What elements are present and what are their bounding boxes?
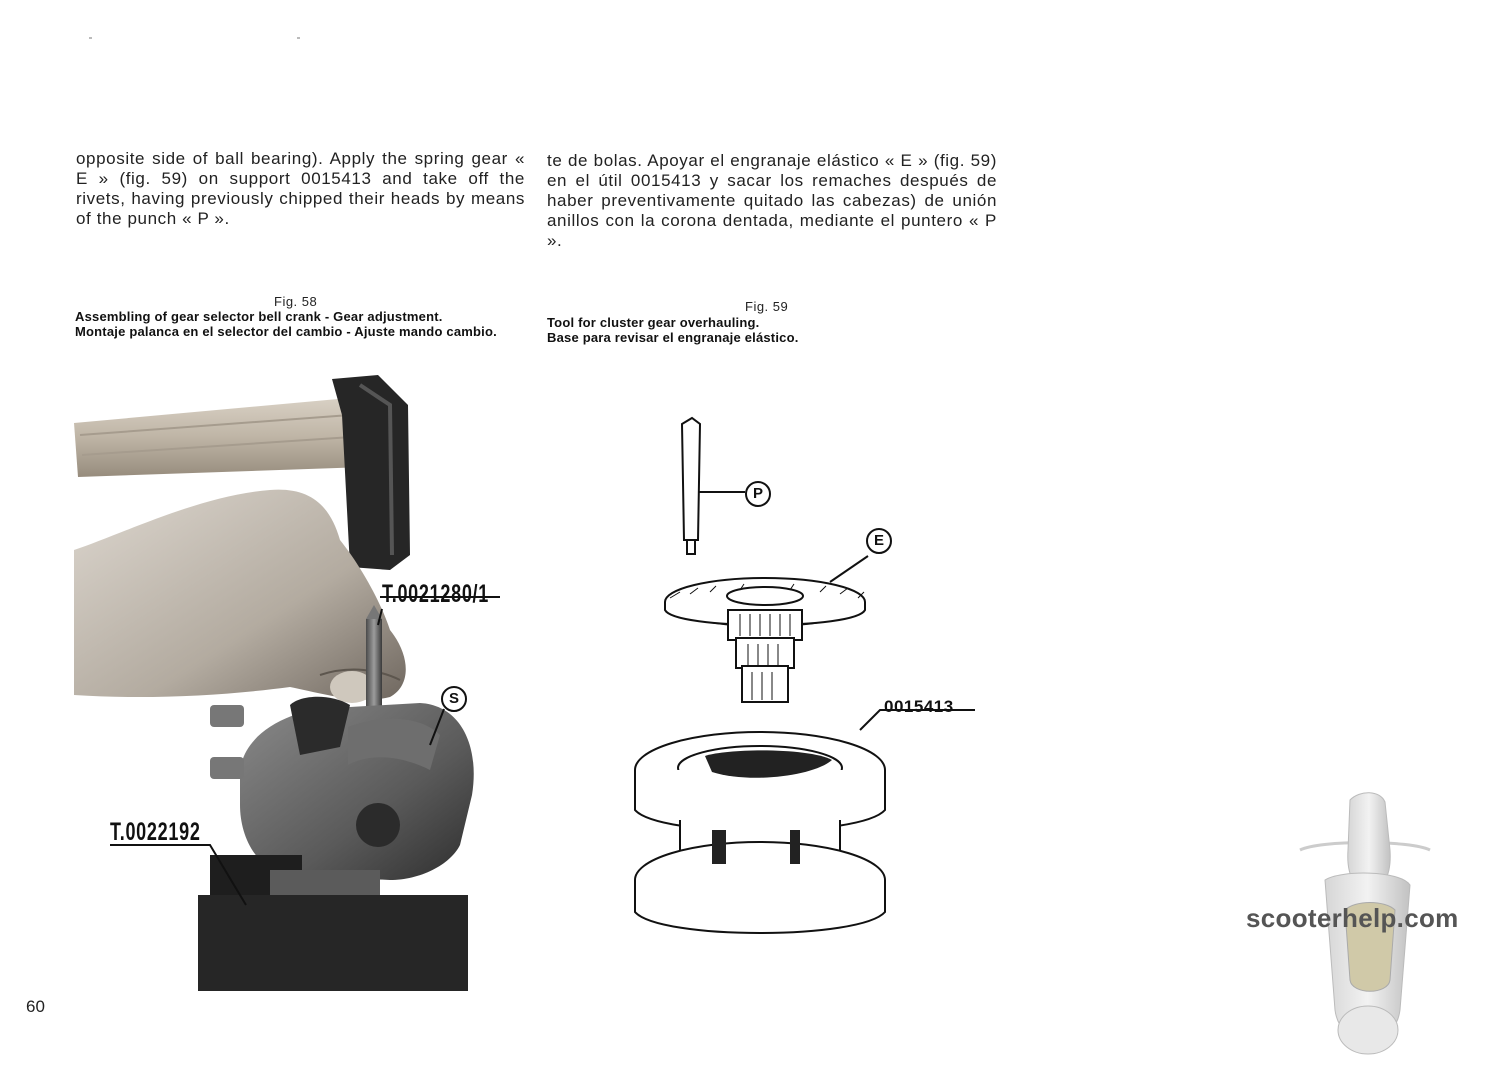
callout-p: P (745, 481, 771, 507)
adjust-screw-upper (210, 705, 244, 727)
figure-58-photo (60, 375, 500, 995)
callout-support-tool: T.0022192 (110, 818, 201, 846)
body-text-english: opposite side of ball bearing). Apply the spring gear « E » (fig. 59) on support 0015413 and take off the rivets, having previously chipped their heads by means of the punch « P ». (76, 149, 525, 228)
figure-58-caption (75, 309, 525, 339)
figure-59-caption-en: Tool for cluster gear overhauling. (547, 315, 760, 330)
hammer-head (332, 375, 410, 570)
figure-58-number: Fig. 58 (274, 294, 318, 309)
scan-speck (89, 37, 92, 39)
punch-p (682, 418, 700, 540)
callout-0015413: 0015413 (884, 697, 954, 716)
watermark-text: scooterhelp.com (1246, 903, 1459, 933)
figure-59-drawing (600, 410, 1000, 950)
callout-e: E (866, 528, 892, 554)
figure-58-caption-es: Montaje palanca en el selector del cambio - Ajuste mando cambio. (75, 324, 497, 339)
scan-speck (297, 37, 300, 39)
figure-59-caption-es: Base para revisar el engranaje elástico. (547, 330, 799, 345)
hammer-handle (74, 397, 366, 477)
body-text-spanish: te de bolas. Apoyar el engranaje elástico « E » (fig. 59) en el útil 0015413 y sacar los remaches después de haber preventivamente quitado las cabezas) de unión anillos con la corona dentada, mediante el puntero « P ». (547, 151, 997, 250)
figure-59-number: Fig. 59 (745, 299, 789, 314)
callout-s: S (441, 686, 467, 712)
callout-punch-tool: T.0021280/1 (382, 580, 490, 608)
adjust-screw-lower (210, 757, 244, 779)
page-number: 60 (26, 997, 45, 1016)
base-plate (198, 895, 468, 991)
figure-58-caption-en: Assembling of gear selector bell crank - Gear adjustment. (75, 309, 443, 324)
figure-59-caption (547, 315, 997, 345)
